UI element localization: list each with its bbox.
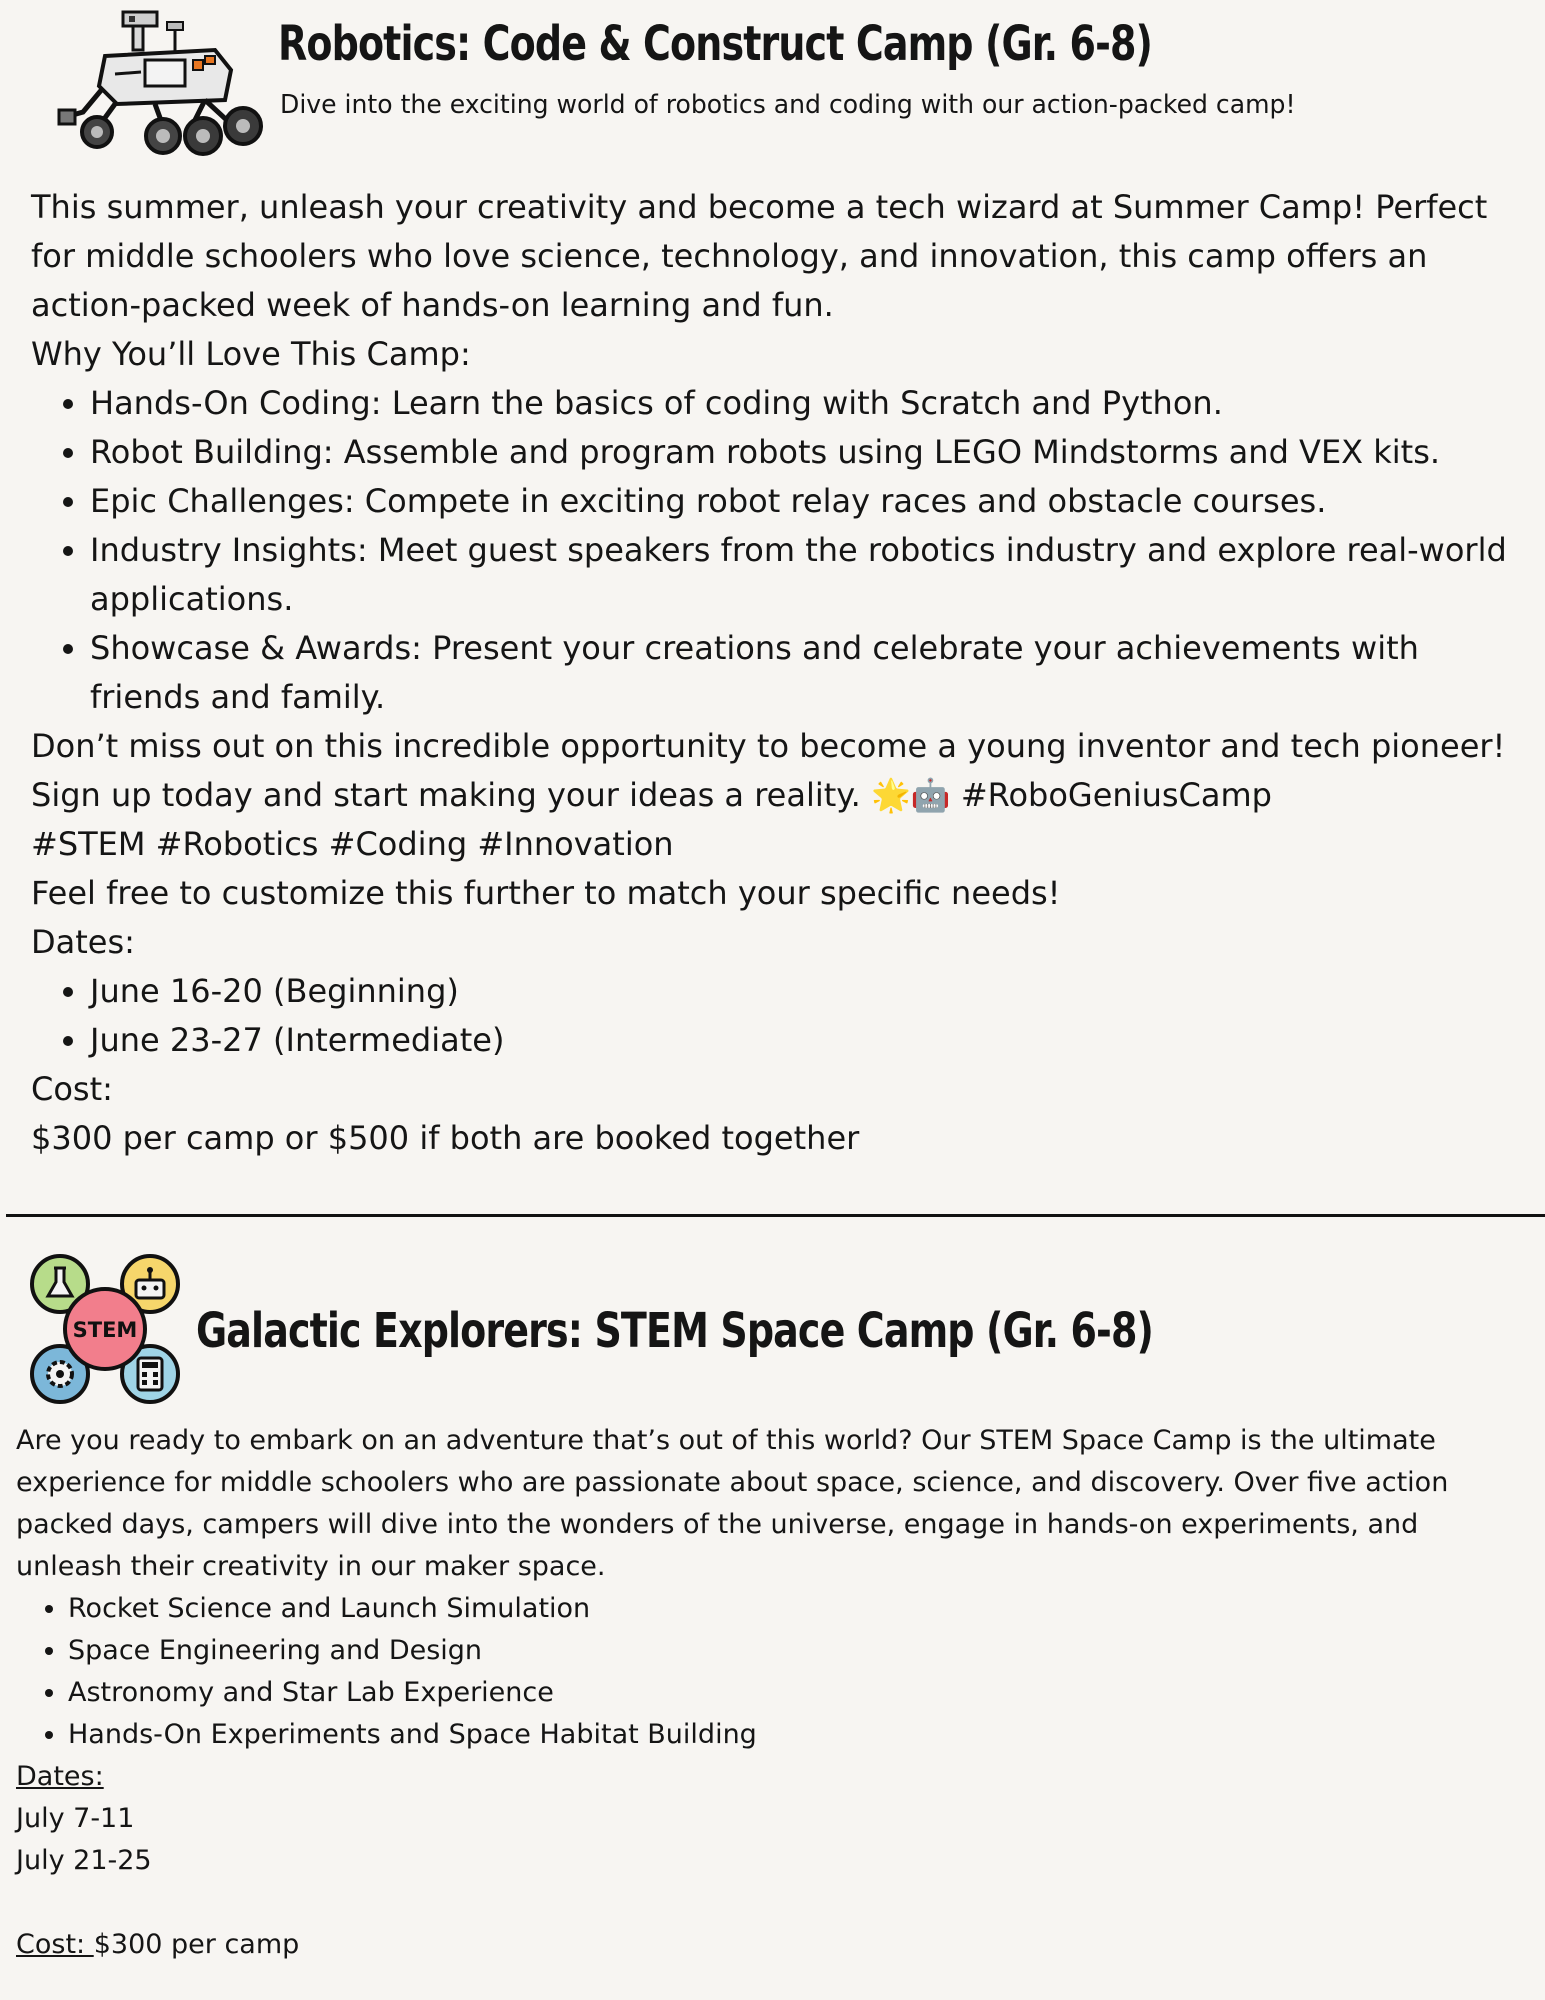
list-item: • Astronomy and Star Lab Experience xyxy=(68,1672,1516,1714)
list-item: • June 23-27 (Intermediate) xyxy=(90,1016,1511,1065)
camp1-hashtag-main: #RoboGeniusCamp xyxy=(960,776,1272,814)
section-divider xyxy=(6,1214,1545,1217)
camp2-feature-list xyxy=(16,1588,1516,1756)
camp1-dates-list xyxy=(31,967,1511,1065)
camp1-body xyxy=(31,183,1511,1163)
camp2-intro: Are you ready to embark on an adventure that’s out of this world? Our STEM Space Camp is the ultimate experience for middle schoolers who are passionate about space, science, and discovery. Over five action packed days, campers will dive into the wonders of the universe, engage in hands-on experiments, and unleash their creativity in our maker space. xyxy=(16,1425,1449,1582)
camp2-title: Galactic Explorers: STEM Space Camp (Gr. 6-8) xyxy=(196,1303,1153,1359)
list-item: • Space Engineering and Design xyxy=(68,1630,1516,1672)
camp1-cost-value: $300 per camp or $500 if both are booked together xyxy=(31,1119,860,1157)
camp1-cost-label: Cost: xyxy=(31,1070,113,1108)
camp2-dates-label: Dates: xyxy=(16,1761,104,1792)
stem-icon xyxy=(26,1250,184,1408)
camp1-cta xyxy=(31,722,1511,869)
camp2-cost xyxy=(16,1924,1516,1966)
camp1-hashtags: #STEM #Robotics #Coding #Innovation xyxy=(31,825,674,863)
camp1-subtitle: Dive into the exciting world of robotics and coding with our action-packed camp! xyxy=(280,90,1296,120)
stem-icon-label: STEM xyxy=(72,1318,138,1342)
list-item: • Hands-On Coding: Learn the basics of coding with Scratch and Python. xyxy=(90,379,1511,428)
list-item: • Rocket Science and Launch Simulation xyxy=(68,1588,1516,1630)
camp1-customize-note: Feel free to customize this further to match your specific needs! xyxy=(31,874,1061,912)
camp1-intro: This summer, unleash your creativity and become a tech wizard at Summer Camp! Perfect for middle schoolers who love science, technology, and innovation, this camp offers an action-packed week of hands-on learning and fun. xyxy=(31,188,1488,324)
camp1-dates-label: Dates: xyxy=(31,923,135,961)
list-item: • Hands-On Experiments and Space Habitat Building xyxy=(68,1714,1516,1756)
list-item: • Robot Building: Assemble and program robots using LEGO Mindstorms and VEX kits. xyxy=(90,428,1511,477)
camp2-body xyxy=(16,1420,1516,1966)
camp1-why-heading: Why You’ll Love This Camp: xyxy=(31,335,471,373)
mars-rover-icon xyxy=(55,8,275,160)
camp2-date-1: July 7-11 xyxy=(16,1803,135,1834)
camp2-date-2: July 21-25 xyxy=(16,1845,152,1876)
camp1-cta-text: Don’t miss out on this incredible opportunity to become a young inventor and tech pioneer! Sign up today and start making your ideas a reality. xyxy=(31,727,1506,814)
camp2-cost-value: $300 per camp xyxy=(93,1929,300,1960)
list-item: • June 16-20 (Beginning) xyxy=(90,967,1511,1016)
camp1-title: Robotics: Code & Construct Camp (Gr. 6-8) xyxy=(278,16,1153,72)
list-item: • Industry Insights: Meet guest speakers from the robotics industry and explore real-world applications. xyxy=(90,526,1511,624)
spacer xyxy=(16,1882,1516,1924)
camp2-cost-label: Cost: xyxy=(16,1929,94,1960)
list-item: • Showcase & Awards: Present your creations and celebrate your achievements with friends and family. xyxy=(90,624,1511,722)
star-robot-emoji: 🌟🤖 xyxy=(870,776,951,814)
list-item: • Epic Challenges: Compete in exciting robot relay races and obstacle courses. xyxy=(90,477,1511,526)
camp1-feature-list xyxy=(31,379,1511,722)
